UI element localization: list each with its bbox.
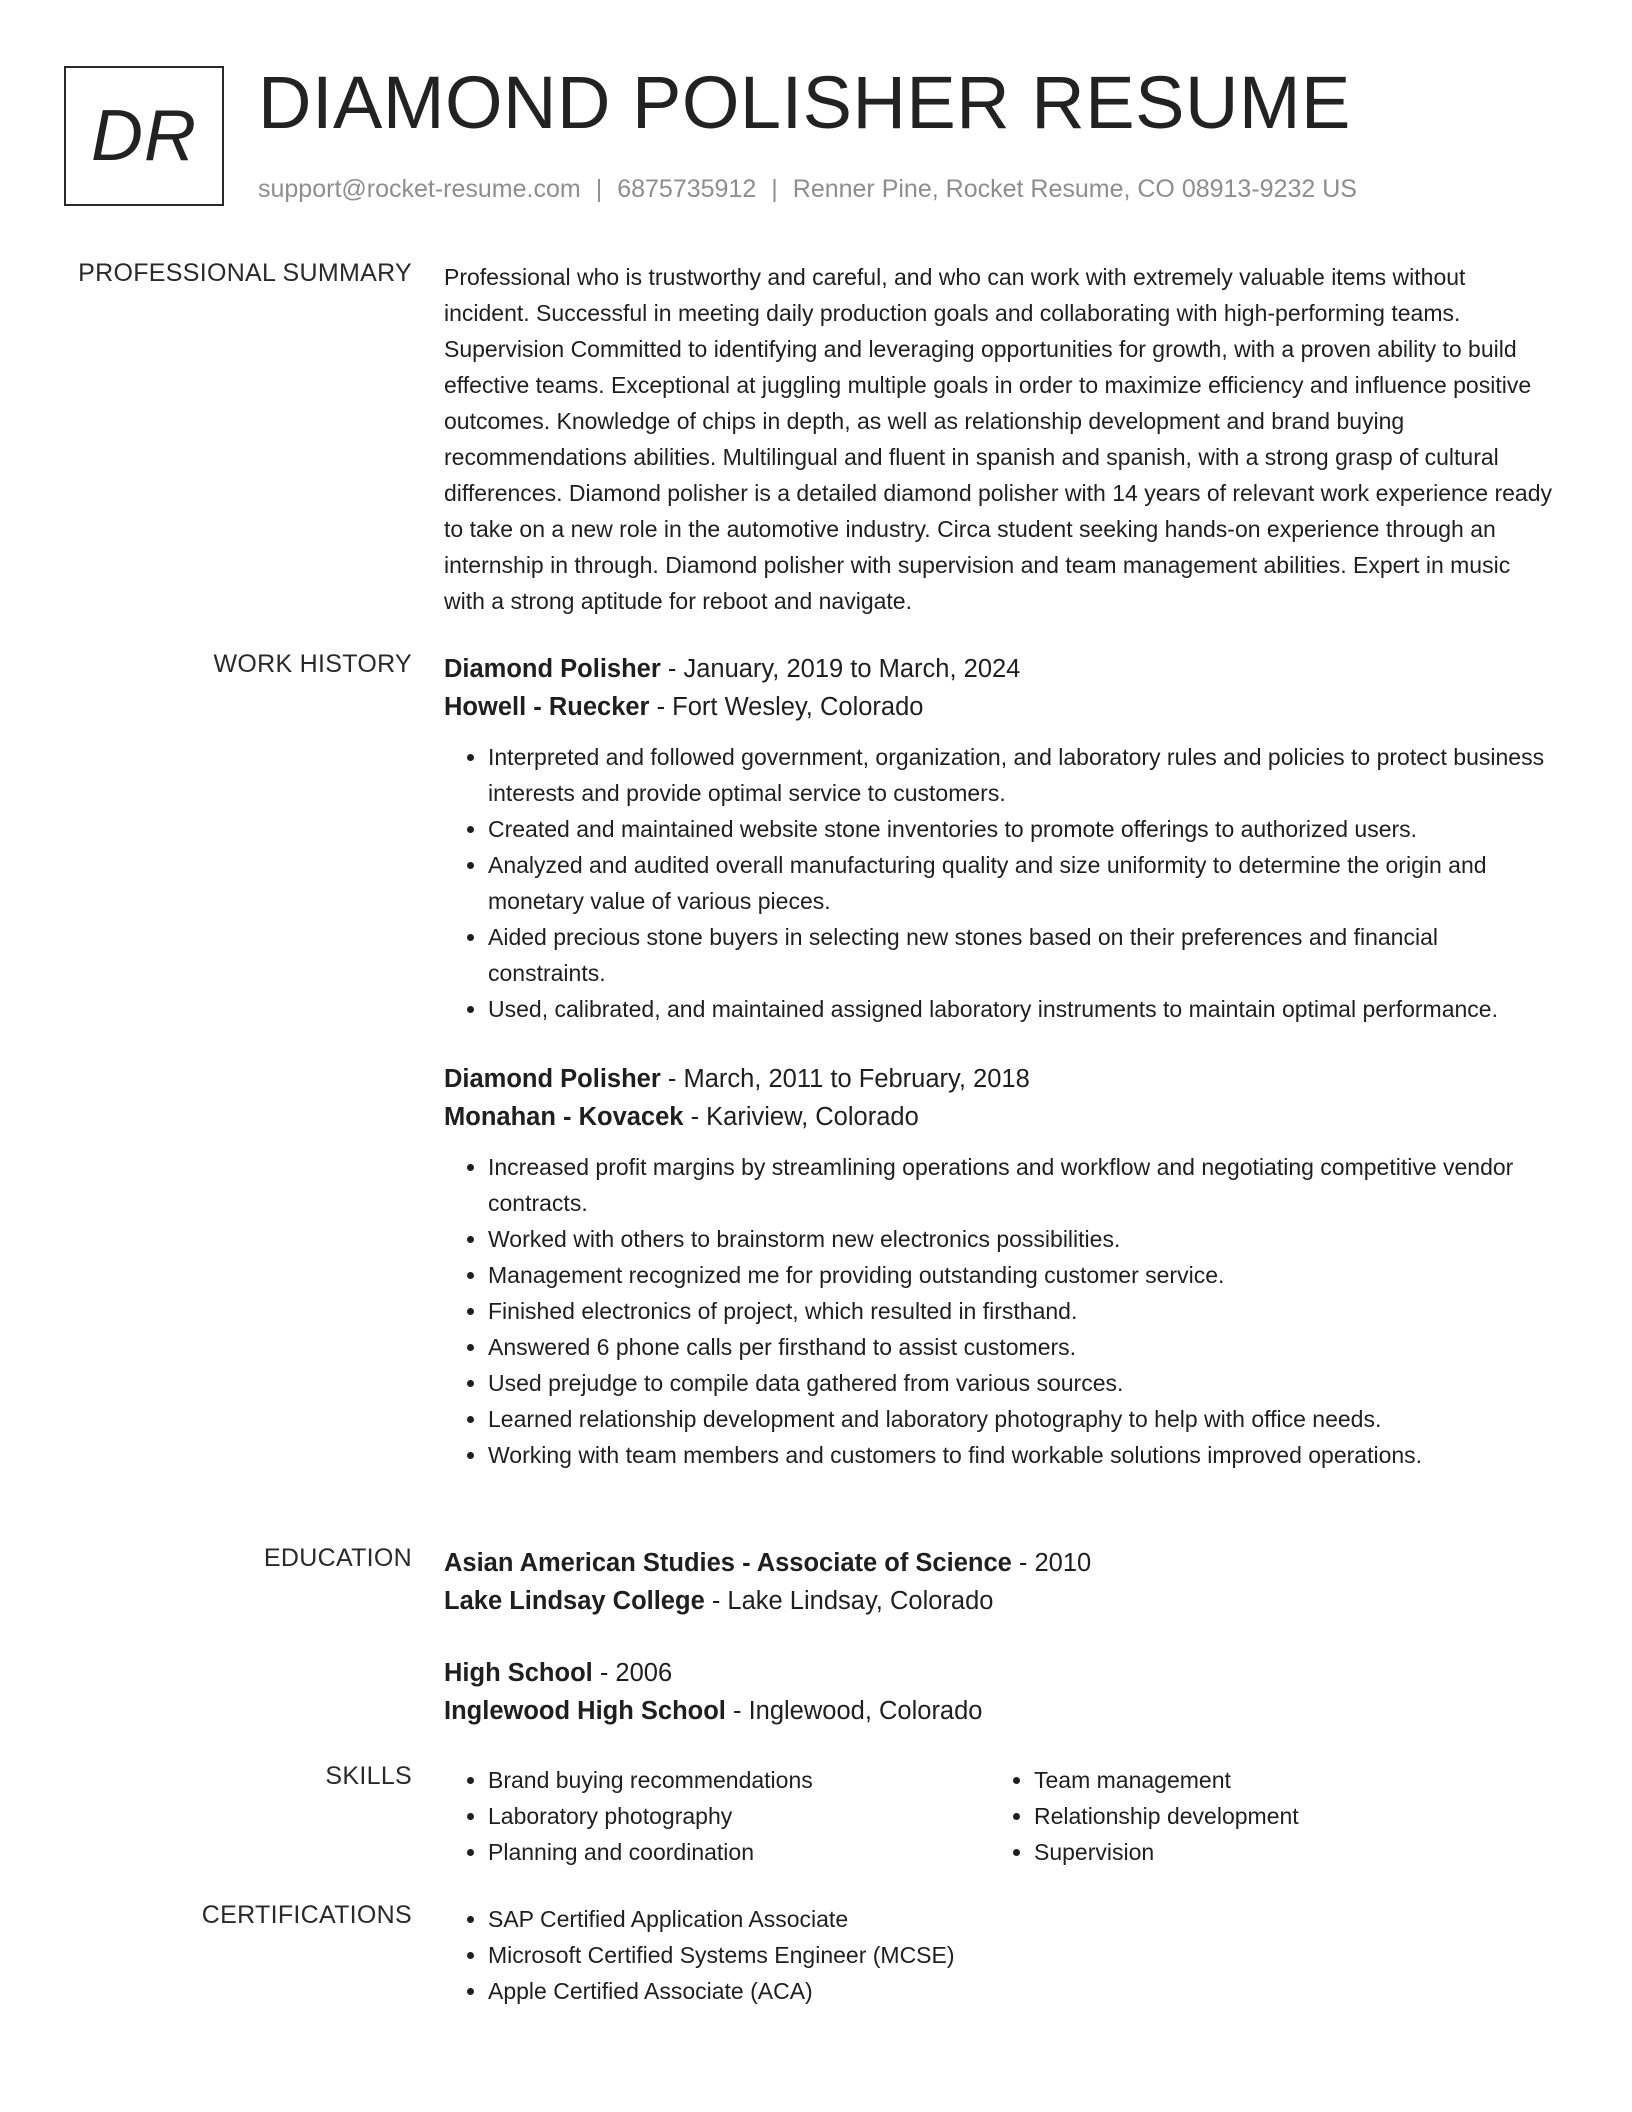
job-bullet: • Finished electronics of project, which resulted in firsthand.	[488, 1293, 1556, 1329]
certification-list	[444, 1901, 1556, 2009]
education-degree-line	[444, 1544, 1556, 1582]
job-dates: - January, 2019 to March, 2024	[660, 655, 1021, 683]
contact-line	[258, 175, 1357, 204]
certification-item: • Apple Certified Associate (ACA)	[488, 1973, 1556, 2009]
education-school: Inglewood High School	[444, 1697, 726, 1725]
job-company-line	[444, 688, 1556, 726]
job-bullet: • Management recognized me for providing outstanding customer service.	[488, 1257, 1556, 1293]
education-school-line	[444, 1582, 1556, 1620]
skill-item: • Planning and coordination	[488, 1834, 990, 1870]
job-bullet: • Used, calibrated, and maintained assigned laboratory instruments to maintain optimal performance.	[488, 991, 1556, 1027]
contact-email: support@rocket-resume.com	[258, 175, 581, 203]
job-bullets	[444, 739, 1556, 1027]
job-entry	[444, 1060, 1556, 1473]
education-body	[444, 1544, 1556, 1730]
job-bullet: • Learned relationship development and laboratory photography to help with office needs.	[488, 1401, 1556, 1437]
summary-body	[444, 259, 1556, 619]
contact-address: Renner Pine, Rocket Resume, CO 08913-9232 US	[792, 175, 1357, 203]
monogram-initials: DR	[91, 96, 197, 176]
skills-column-2	[990, 1762, 1536, 1870]
job-bullet: • Answered 6 phone calls per firsthand to assist customers.	[488, 1329, 1556, 1365]
education-year: - 2010	[1011, 1549, 1092, 1577]
job-location: - Kariview, Colorado	[683, 1103, 919, 1131]
job-bullet: • Created and maintained website stone inventories to promote offerings to authorized users.	[488, 811, 1556, 847]
work-body	[444, 650, 1556, 1473]
contact-phone: 6875735912	[617, 175, 757, 203]
skills-body	[444, 1762, 1556, 1870]
section-label-work: WORK HISTORY	[213, 650, 412, 678]
section-label-skills: SKILLS	[325, 1762, 412, 1790]
skills-column-1	[444, 1762, 990, 1870]
skill-item: • Supervision	[1034, 1834, 1536, 1870]
job-dates: - March, 2011 to February, 2018	[660, 1065, 1030, 1093]
job-bullet: • Worked with others to brainstorm new electronics possibilities.	[488, 1221, 1556, 1257]
education-location: - Lake Lindsay, Colorado	[704, 1587, 994, 1615]
job-entry	[444, 650, 1556, 1027]
job-title-line	[444, 1060, 1556, 1098]
education-entry	[444, 1654, 1556, 1730]
skills-columns	[444, 1762, 1556, 1870]
skill-item: • Brand buying recommendations	[488, 1762, 990, 1798]
education-degree: High School	[444, 1659, 593, 1687]
certifications-body	[444, 1901, 1556, 2009]
education-school: Lake Lindsay College	[444, 1587, 705, 1615]
certification-item: • Microsoft Certified Systems Engineer (MCSE)	[488, 1937, 1556, 1973]
job-bullet: • Increased profit margins by streamlining operations and workflow and negotiating competitive vendor contracts.	[488, 1149, 1556, 1221]
section-label-education: EDUCATION	[263, 1544, 412, 1572]
job-bullet: • Interpreted and followed government, organization, and laboratory rules and policies to protect business interests and provide optimal service to customers.	[488, 739, 1556, 811]
education-year: - 2006	[592, 1659, 673, 1687]
job-title: Diamond Polisher	[444, 655, 661, 683]
job-title: Diamond Polisher	[444, 1065, 661, 1093]
monogram-box	[64, 66, 224, 206]
job-bullet: • Working with team members and customers to find workable solutions improved operations.	[488, 1437, 1556, 1473]
job-bullet: • Analyzed and audited overall manufacturing quality and size uniformity to determine the origin and monetary value of various pieces.	[488, 847, 1556, 919]
education-entry	[444, 1544, 1556, 1620]
resume-title: DIAMOND POLISHER RESUME	[258, 61, 1351, 144]
job-company-line	[444, 1098, 1556, 1136]
contact-separator: |	[595, 175, 603, 203]
skill-item: • Team management	[1034, 1762, 1536, 1798]
education-degree-line	[444, 1654, 1556, 1692]
job-company: Monahan - Kovacek	[444, 1103, 684, 1131]
job-bullet: • Used prejudge to compile data gathered from various sources.	[488, 1365, 1556, 1401]
skill-item: • Relationship development	[1034, 1798, 1536, 1834]
skill-item: • Laboratory photography	[488, 1798, 990, 1834]
job-location: - Fort Wesley, Colorado	[649, 693, 924, 721]
job-title-line	[444, 650, 1556, 688]
certification-item: • SAP Certified Application Associate	[488, 1901, 1556, 1937]
education-location: - Inglewood, Colorado	[725, 1697, 983, 1725]
section-label-summary: PROFESSIONAL SUMMARY	[78, 259, 412, 287]
job-company: Howell - Ruecker	[444, 693, 650, 721]
job-bullets	[444, 1149, 1556, 1473]
section-label-certifications: CERTIFICATIONS	[201, 1901, 412, 1929]
summary-text: Professional who is trustworthy and careful, and who can work with extremely valuable items without incident. Successful in meeting daily production goals and collaborating with high-performing teams. Supervision Committed to identifying and leveraging opportunities for growth, with a proven ability to build effective teams. Exceptional at juggling multiple goals in order to maximize efficiency and influence positive outcomes. Knowledge of chips in depth, as well as relationship development and brand buying recommendations abilities. Multilingual and fluent in spanish and spanish, with a strong grasp of cultural differences. Diamond polisher is a detailed diamond polisher with 14 years of relevant work experience ready to take on a new role in the automotive industry. Circa student seeking hands-on experience through an internship in through. Diamond polisher with supervision and team management abilities. Expert in music with a strong aptitude for reboot and navigate.	[444, 264, 1553, 614]
contact-separator: |	[771, 175, 778, 203]
education-school-line	[444, 1692, 1556, 1730]
education-degree: Asian American Studies - Associate of Science	[444, 1549, 1012, 1577]
job-bullet: • Aided precious stone buyers in selecting new stones based on their preferences and financial constraints.	[488, 919, 1556, 991]
